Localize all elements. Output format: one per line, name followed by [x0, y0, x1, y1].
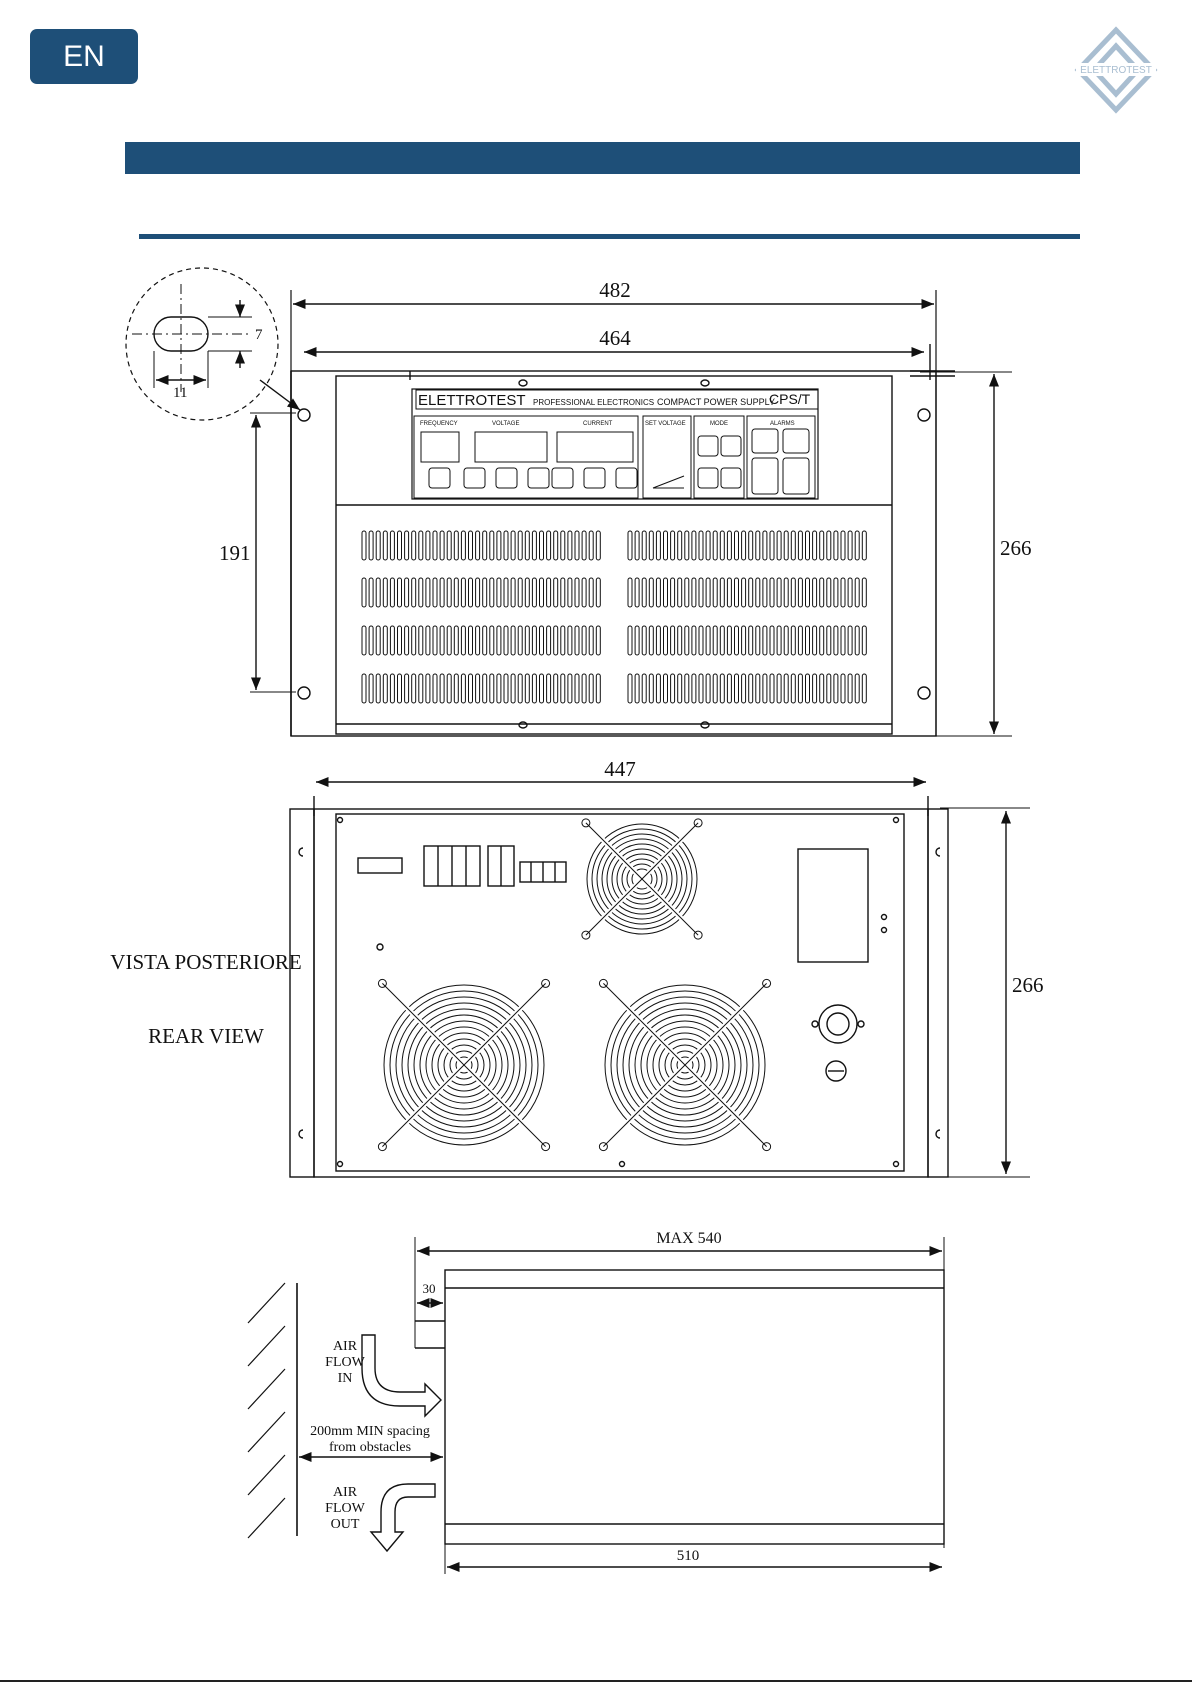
svg-text:IN: IN: [337, 1371, 353, 1386]
svg-text:200mm MIN spacing: 200mm MIN spacing: [310, 1424, 430, 1439]
overall-width-label: 482: [599, 278, 631, 302]
front-view: [126, 268, 1032, 736]
spacing-note: [310, 1424, 430, 1455]
max-depth-label: MAX 540: [656, 1230, 722, 1247]
svg-text:FLOW: FLOW: [325, 1355, 365, 1370]
svg-text:AIR: AIR: [332, 1485, 358, 1500]
air-flow-in-label: [325, 1339, 365, 1386]
fan-grille: [378, 979, 549, 1150]
mounting-slot-detail: [126, 268, 300, 420]
fan-grille: [599, 979, 770, 1150]
front-height-label: 266: [1000, 536, 1032, 560]
panel-label-current: CURRENT: [583, 421, 613, 427]
rear-view-title-it: VISTA POSTERIORE: [110, 950, 302, 974]
svg-text:AIR: AIR: [332, 1339, 358, 1354]
slot-width-label: 11: [173, 385, 188, 401]
svg-text:from obstacles: from obstacles: [328, 1440, 412, 1455]
rear-view: [290, 757, 1044, 1177]
fan-grille: [582, 819, 702, 939]
hole-spacing-label: 464: [599, 326, 631, 350]
page-bottom-rule: [0, 1680, 1192, 1682]
panel-label-set-voltage: SET VOLTAGE: [645, 421, 686, 427]
panel-label-mode: MODE: [710, 421, 728, 427]
slot-height-label: 7: [255, 327, 263, 343]
air-in-arrow: [362, 1335, 441, 1416]
front-vent-slots: [362, 531, 866, 703]
svg-text:OUT: OUT: [330, 1517, 360, 1532]
panel-label-alarms: ALARMS: [770, 421, 795, 427]
rear-view-title-en: REAR VIEW: [148, 1024, 264, 1048]
panel-model: CPS/T: [769, 391, 811, 407]
air-out-arrow: [371, 1484, 435, 1551]
panel-label-voltage: VOLTAGE: [492, 421, 520, 427]
logo-text: ELETTROTEST: [1080, 65, 1152, 76]
depth-label: 510: [676, 1548, 700, 1564]
panel-label-frequency: FREQUENCY: [420, 421, 458, 427]
language-badge[interactable]: EN: [30, 29, 138, 84]
panel-tagline: PROFESSIONAL ELECTRONICS: [533, 398, 655, 407]
air-flow-out-label: [325, 1485, 365, 1532]
handle-depth-label: 30: [422, 1281, 436, 1296]
panel-product-name: COMPACT POWER SUPPLY: [657, 397, 776, 407]
panel-brand: ELETTROTEST: [418, 392, 526, 409]
rear-width-label: 447: [604, 757, 636, 781]
cooling-fans: [378, 819, 770, 1151]
rear-height-label: 266: [1012, 973, 1044, 997]
hole-vertical-spacing-label: 191: [219, 541, 251, 565]
svg-text:FLOW: FLOW: [325, 1501, 365, 1516]
